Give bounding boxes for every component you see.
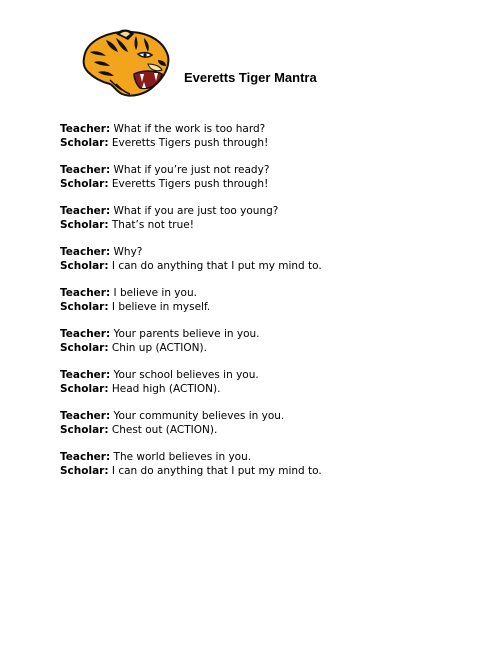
teacher-text: Your community believes in you. xyxy=(113,410,285,422)
teacher-text: The world believes in you. xyxy=(113,451,252,463)
list-item xyxy=(60,327,480,355)
scholar-label: Scholar: xyxy=(60,260,109,272)
scholar-text: Everetts Tigers push through! xyxy=(111,178,269,190)
scholar-label: Scholar: xyxy=(60,342,109,354)
teacher-label: Teacher: xyxy=(60,369,111,381)
tiger-head-icon xyxy=(76,28,172,100)
teacher-text: I believe in you. xyxy=(113,287,197,299)
teacher-line xyxy=(60,122,480,136)
scholar-label: Scholar: xyxy=(60,383,109,395)
teacher-label: Teacher: xyxy=(60,328,111,340)
list-item xyxy=(60,204,480,232)
scholar-text: Chin up (ACTION). xyxy=(111,342,207,354)
teacher-label: Teacher: xyxy=(60,451,111,463)
list-item xyxy=(60,245,480,273)
scholar-line xyxy=(60,259,480,273)
teacher-text: Why? xyxy=(113,246,143,258)
scholar-text: I believe in myself. xyxy=(111,301,211,313)
teacher-line xyxy=(60,368,480,382)
teacher-line xyxy=(60,163,480,177)
scholar-line xyxy=(60,136,480,150)
teacher-label: Teacher: xyxy=(60,246,111,258)
teacher-label: Teacher: xyxy=(60,205,111,217)
scholar-line xyxy=(60,341,480,355)
list-item xyxy=(60,163,480,191)
scholar-label: Scholar: xyxy=(60,137,109,149)
teacher-text: Your school believes in you. xyxy=(113,369,259,381)
teacher-label: Teacher: xyxy=(60,164,111,176)
scholar-text: I can do anything that I put my mind to. xyxy=(111,260,322,272)
scholar-text: Chest out (ACTION). xyxy=(111,424,218,436)
scholar-line xyxy=(60,218,480,232)
teacher-text: What if the work is too hard? xyxy=(113,123,266,135)
teacher-line xyxy=(60,327,480,341)
list-item xyxy=(60,368,480,396)
teacher-line xyxy=(60,286,480,300)
teacher-label: Teacher: xyxy=(60,287,111,299)
scholar-label: Scholar: xyxy=(60,424,109,436)
list-item xyxy=(60,286,480,314)
teacher-text: What if you are just too young? xyxy=(113,205,279,217)
mantra-dialogue xyxy=(60,122,480,491)
teacher-label: Teacher: xyxy=(60,410,111,422)
scholar-label: Scholar: xyxy=(60,465,109,477)
scholar-line xyxy=(60,382,480,396)
teacher-label: Teacher: xyxy=(60,123,111,135)
list-item xyxy=(60,450,480,478)
teacher-line xyxy=(60,409,480,423)
scholar-text: I can do anything that I put my mind to. xyxy=(111,465,322,477)
scholar-line xyxy=(60,177,480,191)
teacher-text: Your parents believe in you. xyxy=(113,328,260,340)
scholar-text: Everetts Tigers push through! xyxy=(111,137,269,149)
list-item xyxy=(60,122,480,150)
scholar-text: Head high (ACTION). xyxy=(111,383,221,395)
teacher-line xyxy=(60,245,480,259)
scholar-line xyxy=(60,300,480,314)
page-title: Everetts Tiger Mantra xyxy=(184,70,317,85)
teacher-line xyxy=(60,204,480,218)
teacher-text: What if you’re just not ready? xyxy=(113,164,270,176)
scholar-text: That’s not true! xyxy=(111,219,194,231)
scholar-line xyxy=(60,423,480,437)
list-item xyxy=(60,409,480,437)
scholar-label: Scholar: xyxy=(60,219,109,231)
scholar-line xyxy=(60,464,480,478)
scholar-label: Scholar: xyxy=(60,178,109,190)
teacher-line xyxy=(60,450,480,464)
scholar-label: Scholar: xyxy=(60,301,109,313)
